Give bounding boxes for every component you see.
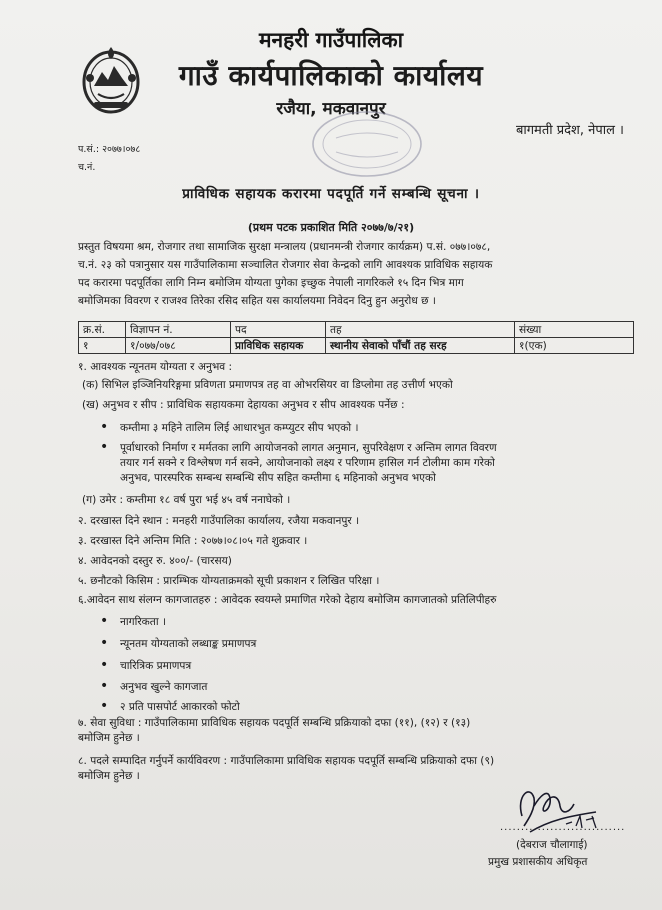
intro-line: च.नं. २३ को पत्रानुसार यस गाउँपालिकामा सञ्चालित रोजगार सेवा केन्द्रको लागि आवश्यक प्राविधिक सहायक	[78, 259, 493, 271]
intro-line: पद करारमा पदपूर्तिका लागि निम्न बमोजिम योग्यता पुगेका इच्छुक नेपाली नागरिकले १५ दिन भित्र माग	[78, 277, 464, 289]
list-item: • न्यूनतम योग्यताको लब्धाङ्क प्रमाणपत्र	[120, 637, 256, 652]
col-count-header: संख्या	[515, 322, 634, 338]
list-item-line: अनुभव, पारस्परिक सम्बन्ध सम्बन्धि सीप सहित कम्तीमा ६ महिनाको अनुभव भएको	[120, 472, 436, 484]
municipality-name: मनहरी गाउँपालिका	[258, 28, 404, 52]
section-line: ७. सेवा सुविधा : गाउँपालिकामा प्राविधिक सहायक पदपूर्ति सम्बन्धि प्रक्रियाको दफा (११), (१२) र (१३)	[78, 717, 471, 729]
list-item: • २ प्रति पासपोर्ट आकारको फोटो	[120, 700, 240, 715]
dispatch-number: च.नं.	[78, 162, 96, 173]
list-item: • नागरिकता ।	[120, 615, 166, 630]
qualification-b: (ख) अनुभव र सीप : प्राविधिक सहायकमा देहायका अनुभव र सीप आवश्यक पर्नेछ :	[82, 399, 405, 411]
cell-post: प्राविधिक सहायक	[231, 338, 326, 354]
section-application-place: २. दरखास्त दिने स्थान : मनहरी गाउँपालिका कार्यालय, रजैया मकवानपुर ।	[78, 515, 360, 527]
office-address: रजैया, मकवानपुर	[276, 99, 386, 119]
list-item-line: • पूर्वाधारको निर्माण र मर्मतका लागि आयोजनको लागत अनुमान, सुपरिवेक्षण र अन्तिम लागत विवरण	[120, 442, 497, 454]
signature-line: ..............................	[500, 822, 626, 833]
list-item	[120, 441, 497, 486]
office-name: गाउँ कार्यपालिकाको कार्यालय	[178, 59, 484, 92]
section-benefits	[78, 716, 634, 746]
signatory-name: (देबराज चौलागाई)	[516, 839, 588, 851]
qualification-a: (क) सिभिल इञ्जिनियरिङ्गमा प्रविणता प्रमाणपत्र तह वा ओभरसियर वा डिप्लोमा तह उत्तीर्ण भएको	[82, 379, 453, 391]
cell-serial: १	[79, 338, 126, 354]
notice-title: प्राविधिक सहायक करारमा पदपूर्ति गर्ने सम्बन्धि सूचना ।	[182, 186, 480, 202]
cell-level: स्थानीय सेवाको पाँचौं तह सरह	[326, 338, 515, 354]
cell-count: १(एक)	[515, 338, 634, 354]
qualification-c: (ग) उमेर : कम्तीमा १८ वर्ष पुरा भई ४५ वर्ष ननाघेको ।	[82, 494, 291, 506]
section-fee: ४. आवेदनको दस्तुर रु. ४००/- (चारसय)	[78, 555, 232, 567]
reference-number: प.सं.: २०७७।०७८	[78, 144, 141, 155]
col-level-header: तह	[326, 322, 515, 338]
cell-ad-no: १/०७७/०७८	[126, 338, 231, 354]
signatory-title: प्रमुख प्रशासकीय अधिकृत	[488, 856, 588, 868]
intro-line: प्रस्तुत विषयमा श्रम, रोजगार तथा सामाजिक सुरक्षा मन्त्रालय (प्रधानमन्त्री रोजगार कार्यक्रम) प.सं. ०७७।०७८,	[78, 241, 491, 253]
province-name: बागमती प्रदेश, नेपाल ।	[515, 123, 624, 138]
list-item: • कम्तीमा ३ महिने तालिम लिई आधारभुत कम्प्युटर सीप भएको ।	[120, 421, 359, 436]
section-deadline: ३. दरखास्त दिने अन्तिम मिति : २०७७।०८।०५ गते शुक्रवार ।	[78, 535, 308, 547]
col-serial-header: क्र.सं.	[79, 322, 126, 338]
list-item: • चारित्रिक प्रमाणपत्र	[120, 659, 191, 674]
vacancy-table	[78, 321, 634, 354]
list-item: • अनुभव खुल्ने कागजात	[120, 680, 207, 695]
intro-paragraph	[78, 238, 634, 310]
col-ad-no-header: विज्ञापन नं.	[126, 322, 231, 338]
signature-icon	[500, 776, 610, 846]
section-line: बमोजिम हुनेछ ।	[78, 732, 140, 744]
section-qualification: १. आवश्यक न्यूनतम योग्यता र अनुभव :	[78, 361, 233, 373]
office-stamp-icon	[308, 108, 426, 180]
section-line: ८. पदले सम्पादित गर्नुपर्ने कार्यविवरण : गाउँपालिकामा प्राविधिक सहायक पदपूर्ति सम्बन्धि प्रक्रियाको दफा (९)	[78, 755, 495, 767]
col-post-header: पद	[231, 322, 326, 338]
list-item-line: तयार गर्न सक्ने र विश्लेषण गर्न सक्ने, आयोजनाको लक्ष्य र परिणाम हासिल गर्न टोलीमा काम गरेको	[120, 457, 495, 469]
section-documents: ६.आवेदन साथ संलग्न कागजातहरु : आवेदक स्वयम्ले प्रमाणित गरेको देहाय बमोजिम कागजातको प्रतिलिपीहरु	[78, 594, 497, 606]
section-selection: ५. छनौटको किसिम : प्रारम्भिक योग्यताक्रमको सूची प्रकाशन र लिखित परिक्षा ।	[78, 575, 380, 587]
section-line: बमोजिम हुनेछ ।	[78, 770, 140, 782]
publish-date: (प्रथम पटक प्रकाशित मिति २०७७/७/२१)	[247, 221, 415, 234]
table-header-row	[79, 322, 634, 338]
intro-line: बमोजिमका विवरण र राजश्व तिरेका रसिद सहित यस कार्यालयमा निवेदन दिनु हुन अनुरोध छ ।	[78, 295, 436, 307]
table-row	[79, 338, 634, 354]
